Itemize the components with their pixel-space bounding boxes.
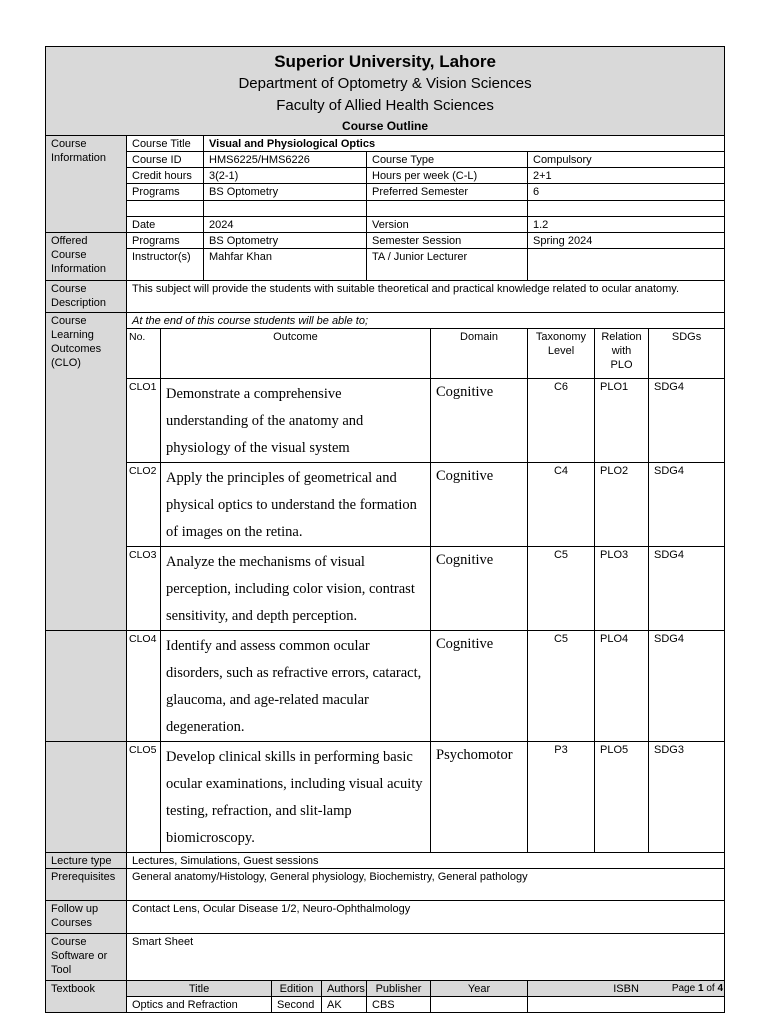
clo-taxonomy: P3 (528, 742, 595, 853)
programs-value: BS Optometry (204, 184, 367, 201)
current-page: 1 (697, 983, 704, 994)
clo-number: CLO2 (127, 463, 161, 547)
clo-domain: Cognitive (431, 631, 528, 742)
page-word: Page (671, 983, 696, 994)
date-value: 2024 (204, 217, 367, 233)
offered-info-label: Offered Course Information (46, 233, 127, 281)
software-value: Smart Sheet (127, 934, 725, 981)
course-outline-table (45, 46, 725, 1013)
clo-sdg: SDG4 (649, 631, 725, 742)
blank-cell (367, 201, 528, 217)
clo-domain: Cognitive (431, 547, 528, 631)
clo-label-continued (46, 631, 127, 742)
total-pages: 4 (717, 983, 723, 994)
hours-per-week-value: 2+1 (528, 168, 725, 184)
clo-intro: At the end of this course students will be able to; (127, 313, 725, 329)
offered-programs-label: Programs (127, 233, 204, 249)
version-value: 1.2 (528, 217, 725, 233)
textbook-header-authors: Authors (322, 981, 367, 997)
ta-label: TA / Junior Lecturer (367, 249, 528, 281)
clo-number: CLO3 (127, 547, 161, 631)
credit-hours-value: 3(2-1) (204, 168, 367, 184)
clo-taxonomy: C6 (528, 379, 595, 463)
offered-programs-value: BS Optometry (204, 233, 367, 249)
lecture-type-value: Lectures, Simulations, Guest sessions (127, 853, 725, 869)
university-name: Superior University, Lahore (274, 52, 496, 71)
textbook-authors: AK (322, 997, 367, 1013)
textbook-header-title: Title (127, 981, 272, 997)
prerequisites-label: Prerequisites (46, 869, 127, 901)
clo-sdg: SDG4 (649, 379, 725, 463)
clo-sdg: SDG4 (649, 463, 725, 547)
follow-up-value: Contact Lens, Ocular Disease 1/2, Neuro-Ophthalmology (127, 901, 725, 934)
textbook-header-edition: Edition (272, 981, 322, 997)
document-header (46, 47, 725, 136)
preferred-semester-value: 6 (528, 184, 725, 201)
clo-domain: Cognitive (431, 379, 528, 463)
clo-header-relation: Relation with PLO (595, 329, 649, 379)
clo-header-taxonomy: Taxonomy Level (528, 329, 595, 379)
clo-header-domain: Domain (431, 329, 528, 379)
clo-plo: PLO5 (595, 742, 649, 853)
blank-cell (127, 201, 204, 217)
page-number (672, 983, 723, 994)
hours-per-week-label: Hours per week (C-L) (367, 168, 528, 184)
programs-label: Programs (127, 184, 204, 201)
clo-taxonomy: C5 (528, 547, 595, 631)
clo-domain: Cognitive (431, 463, 528, 547)
clo-number: CLO4 (127, 631, 161, 742)
textbook-title: Optics and Refraction (127, 997, 272, 1013)
lecture-type-label: Lecture type (46, 853, 127, 869)
textbook-header-publisher: Publisher (367, 981, 431, 997)
blank-cell (528, 201, 725, 217)
faculty-name: Faculty of Allied Health Sciences (276, 97, 494, 114)
date-label: Date (127, 217, 204, 233)
textbook-publisher: CBS (367, 997, 431, 1013)
clo-taxonomy: C4 (528, 463, 595, 547)
description-text: This subject will provide the students with suitable theoretical and practical knowledge related to ocular anatomy. (127, 281, 725, 313)
textbook-label: Textbook (46, 981, 127, 1013)
course-info-label: Course Information (46, 136, 127, 233)
clo-sdg: SDG4 (649, 547, 725, 631)
clo-taxonomy: C5 (528, 631, 595, 742)
clo-outcome: Develop clinical skills in performing basic ocular examinations, including visual acuity testing, refraction, and slit-lamp biomicroscopy. (161, 742, 431, 853)
clo-outcome: Apply the principles of geometrical and physical optics to understand the formation of images on the retina. (161, 463, 431, 547)
textbook-header-isbn: ISBN (528, 981, 725, 997)
semester-session-label: Semester Session (367, 233, 528, 249)
course-id-label: Course ID (127, 152, 204, 168)
preferred-semester-label: Preferred Semester (367, 184, 528, 201)
course-title-value: Visual and Physiological Optics (204, 136, 725, 152)
clo-header-outcome: Outcome (161, 329, 431, 379)
clo-sdg: SDG3 (649, 742, 725, 853)
course-type-value: Compulsory (528, 152, 725, 168)
credit-hours-label: Credit hours (127, 168, 204, 184)
doc-title: Course Outline (342, 119, 429, 133)
clo-header-sdgs: SDGs (649, 329, 725, 379)
textbook-isbn (528, 997, 725, 1013)
software-label: Course Software or Tool (46, 934, 127, 981)
clo-outcome: Analyze the mechanisms of visual perception, including color vision, contrast sensitivity, and depth perception. (161, 547, 431, 631)
clo-label: Course Learning Outcomes (CLO) (46, 313, 127, 631)
clo-header-no: No. (127, 329, 161, 379)
follow-up-label: Follow up Courses (46, 901, 127, 934)
version-label: Version (367, 217, 528, 233)
of-word: of (706, 983, 715, 994)
clo-plo: PLO3 (595, 547, 649, 631)
course-id-value: HMS6225/HMS6226 (204, 152, 367, 168)
ta-value (528, 249, 725, 281)
prerequisites-value: General anatomy/Histology, General physiology, Biochemistry, General pathology (127, 869, 725, 901)
department-name: Department of Optometry & Vision Sciences (238, 75, 532, 92)
description-label: Course Description (46, 281, 127, 313)
textbook-year (431, 997, 528, 1013)
semester-session-value: Spring 2024 (528, 233, 725, 249)
clo-number: CLO1 (127, 379, 161, 463)
clo-outcome: Demonstrate a comprehensive understanding of the anatomy and physiology of the visual system (161, 379, 431, 463)
clo-number: CLO5 (127, 742, 161, 853)
clo-plo: PLO4 (595, 631, 649, 742)
instructor-label: Instructor(s) (127, 249, 204, 281)
clo-label-continued (46, 742, 127, 853)
course-type-label: Course Type (367, 152, 528, 168)
clo-plo: PLO1 (595, 379, 649, 463)
clo-plo: PLO2 (595, 463, 649, 547)
textbook-header-year: Year (431, 981, 528, 997)
textbook-edition: Second (272, 997, 322, 1013)
clo-domain: Psychomotor (431, 742, 528, 853)
course-title-label: Course Title (127, 136, 204, 152)
clo-outcome: Identify and assess common ocular disorders, such as refractive errors, cataract, glaucoma, and age-related macular degeneration. (161, 631, 431, 742)
instructor-value: Mahfar Khan (204, 249, 367, 281)
blank-cell (204, 201, 367, 217)
